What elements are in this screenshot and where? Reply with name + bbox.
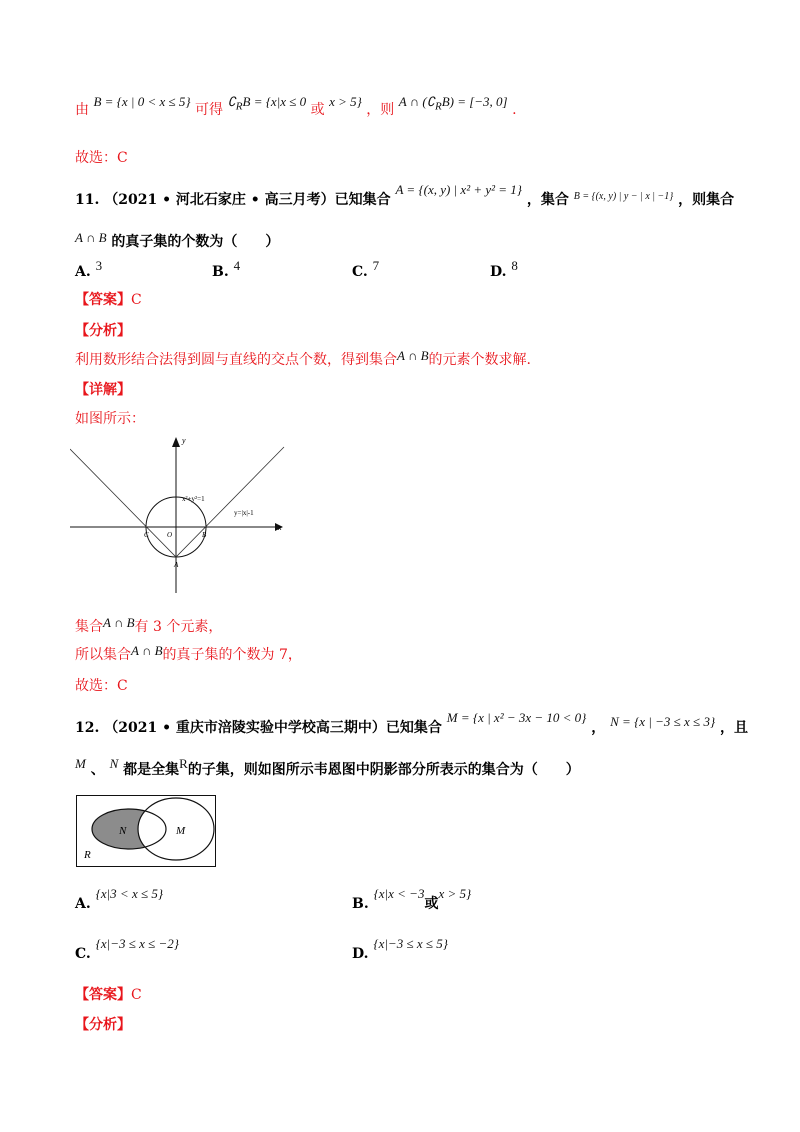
q11-set-a: A = {(x, y) | x² + y² = 1} [395,182,522,197]
q10-set-b-expression: B = {x | 0 < x ≤ 5} [93,94,191,109]
q10-result-expression: A ∩ $(∁_RB) = [-3$, 0] [398,94,508,113]
q11-sol1-expr: A ∩ B [103,615,135,630]
circle-equation-label: x²+y²=1 [182,495,205,503]
q12-source: （2021 • 重庆市涪陵实验中学校高三期中）已知集合 [104,720,442,736]
point-b-label: B [202,531,207,539]
q10-solution-mid: 可得 [195,102,224,118]
q11-answer-value: C [131,292,142,308]
q12-line2-n: N [109,756,119,771]
q11-conclusion: 故选：C [75,678,128,694]
q11-analysis-text: 利用数形结合法得到圆与直线的交点个数，得到集合A ∩ B的元素个数求解. [75,348,531,368]
q10-solution-line [75,94,517,125]
q11-then-set: ，则集合 [678,192,735,208]
q12-comma: ， [591,720,606,736]
q11-solution-line2: 所以集合A ∩ B的真子集的个数为 7， [75,643,302,663]
x-axis-label: x [278,523,282,532]
q12-stem-line1 [75,710,749,738]
q11-option-b: B. 4 [212,258,241,280]
q10-or-word: 或 [310,102,325,118]
q12-analysis-tag: 【分析】 [75,1017,131,1033]
q11-source: （2021 • 河北石家庄 • 高三月考）已知集合 [104,192,391,208]
q10-period: . [512,102,517,118]
q12-and: ，且 [720,720,749,736]
q11-stem-line2 [75,232,279,252]
q12-stem-line2: M 、 N 都是全集R的子集，则如图所示韦恩图中阴影部分所表示的集合为（ ） [75,756,580,778]
q12-answer [75,985,142,1005]
q12-option-a: A. {x|3 < x ≤ 5} [75,886,164,912]
q12-set-m: M = {x | x² − 3x − 10 < 0} [446,710,587,725]
q11-option-a: A. 3 [75,258,103,280]
y-axis-label: y [182,436,186,445]
q11-number: 11. [75,192,100,208]
q11-detail-tag: 【详解】 [75,382,131,398]
q11-comma-set: ，集合 [526,192,569,208]
q12-option-b: B. {x|x < −3或x > 5} [352,886,472,912]
q11-stem-line1 [75,182,735,212]
q12-answer-value: C [131,987,142,1003]
q12-answer-tag: 【答案】 [75,987,131,1003]
q10-complement-expression: $∁_RB = \{x|x \le 0$ [227,94,307,113]
q11-analysis-expr: A ∩ B [397,348,429,363]
q11-line2-text: 的真子集的个数为（ ） [111,234,280,250]
q11-figure [70,435,320,595]
q10-solution-prefix: 由 [75,102,89,118]
q11-sol2-expr: A ∩ B [131,643,163,658]
q12-option-d: D. {x|−3 ≤ x ≤ 5} [352,936,448,962]
y-axis-arrow-icon [172,437,180,447]
q11-analysis-tag: 【分析】 [75,323,131,339]
origin-label: O [167,531,173,539]
q10-then-word: ，则 [366,102,395,118]
q10-conclusion: 故选：C [75,150,128,166]
venn-label-m: M [176,825,186,837]
q11-set-b: B = {(x, y) | y − | x | −1} [573,191,674,202]
q12-set-n: N = {x | −3 ≤ x ≤ 3} [610,714,716,729]
q11-detail-text: 如图所示： [75,411,145,427]
venn-label-r: R [84,849,91,861]
q10-complement-expression-end: x > 5} [329,94,362,109]
q12-venn-diagram [76,795,216,867]
line-equation-label: y=|x|-1 [234,509,254,517]
q12-line2-r: R [179,756,188,771]
q11-option-d: D. 8 [490,258,518,280]
q11-line2-expr: A ∩ B [75,230,107,245]
q11-solution-line1: 集合A ∩ B有 3 个元素， [75,615,223,635]
q11-answer [75,290,142,310]
q12-number: 12. [75,720,100,736]
point-c-label: C [144,531,149,539]
point-a-label: A [174,561,179,569]
q12-option-c: C. {x|−3 ≤ x ≤ −2} [75,936,179,962]
abs-value-graph [70,447,284,557]
q11-answer-tag: 【答案】 [75,292,131,308]
q12-line2-m: M [75,756,86,771]
venn-label-n: N [119,825,127,837]
q11-option-c: C. 7 [352,258,380,280]
